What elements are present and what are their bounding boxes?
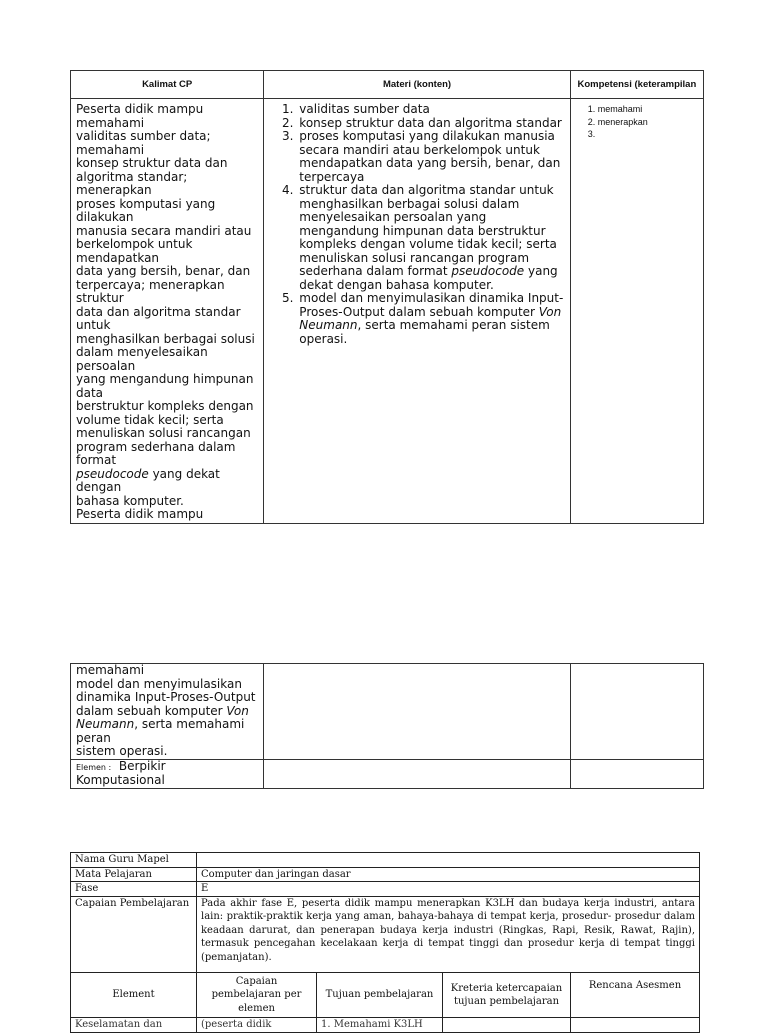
kalimat-cp-line: [76, 319, 258, 333]
kalimat-cp-text: dilakukan: [76, 210, 134, 224]
materi-text: konsep struktur data dan algoritma standar: [299, 115, 562, 130]
kalimat-cp-text: model dan menyimulasikan: [76, 676, 242, 691]
kalimat-cp-line: [76, 130, 258, 144]
materi-item: [297, 117, 564, 131]
materi-item: [297, 130, 564, 184]
kalimat-cp-line: [76, 103, 258, 117]
kalimat-cp-line: [76, 481, 258, 495]
header-tujuan: Tujuan pembelajaran: [317, 973, 443, 1018]
kalimat-cp-text: terpercaya; menerapkan: [76, 277, 225, 292]
kalimat-cp-line: [76, 198, 258, 212]
kalimat-cp-line: [76, 705, 258, 719]
kalimat-cp-text: memahami: [76, 115, 145, 130]
elemen-value-line2: Komputasional: [76, 773, 165, 787]
kalimat-cp-line: [76, 346, 258, 360]
kalimat-cp-line: [76, 468, 258, 482]
cp-table: [70, 70, 704, 524]
elemen-label: Elemen :: [76, 762, 112, 772]
header-materi: Materi (konten): [264, 71, 570, 99]
cp-table-continued: [70, 663, 704, 789]
kalimat-cp-line: [76, 333, 258, 347]
materi-text: , serta memahami peran sistem operasi.: [299, 318, 550, 346]
cp-paragraph: Pada akhir fase E, peserta didik mampu menerapkan K3LH dan budaya kerja industri, antara lain: praktik-praktik kerja yang aman, bahaya-bahaya di tempat kerja, prosedur- prosedur dalam keadaan darurat, dan penerapan budaya kerja industri (Ringkas, Rapi, Resik, Rawat, Rajin), termasuk pencegahan kecelakaan kerja di tempat tinggi dan prosedur kerja di tempat tinggi (pemanjatan).: [197, 896, 700, 973]
kalimat-cp-text: yang dekat: [148, 466, 220, 481]
materi-text: yang dekat dengan bahasa komputer.: [299, 264, 558, 292]
kalimat-cp-line: [76, 400, 258, 414]
kalimat-cp-text: Peserta didik mampu: [76, 102, 204, 116]
empty-cell: [264, 759, 570, 788]
kalimat-cp-line: [76, 508, 258, 522]
materi-item: [297, 184, 564, 292]
header-kompetensi: Kompetensi (keterampilan: [570, 71, 703, 99]
elemen-cell: [71, 759, 264, 788]
kalimat-cp-line: [76, 238, 258, 252]
info-row-mapel: [71, 867, 700, 882]
kalimat-cp-text: menuliskan solusi rancangan: [76, 426, 251, 440]
kalimat-cp-line: [76, 306, 258, 320]
kalimat-cp-line: [76, 144, 258, 158]
kalimat-cp-line: [76, 184, 258, 198]
materi-text: Von Neumann: [299, 304, 562, 332]
info-label: Nama Guru Mapel: [71, 853, 197, 868]
info-label: Mata Pelajaran: [71, 867, 197, 882]
kalimat-cp-text: dengan: [76, 480, 122, 494]
kalimat-cp-text: Neumann: [76, 717, 135, 731]
cp-table-row: [71, 99, 704, 524]
teacher-info-table: [70, 852, 700, 1033]
kalimat-cp-line: [76, 265, 258, 279]
empty-cell: [570, 664, 703, 760]
kalimat-cp-line: [76, 495, 258, 509]
kalimat-cp-text: volume tidak kecil; serta: [76, 412, 224, 427]
kalimat-cp-text: data yang bersih, benar, dan: [76, 264, 251, 278]
kalimat-cp-line: [76, 454, 258, 468]
kompetensi-list: [576, 103, 698, 141]
kalimat-cp-line: [76, 745, 258, 759]
materi-cell: [264, 99, 570, 524]
materi-text: model dan menyimulasikan dinamika Input-Proses-Output dalam sebuah komputer: [299, 291, 564, 319]
partial-row: [71, 1018, 700, 1033]
empty-cell: [264, 664, 570, 760]
kalimat-cp-text: yang mengandung himpunan: [76, 372, 254, 386]
kalimat-cp-text: struktur: [76, 291, 124, 305]
kalimat-cp-text: memahami: [76, 142, 145, 157]
kalimat-cp-text: dinamika Input-Proses-Output: [76, 690, 256, 704]
info-label: Capaian Pembelajaran: [71, 896, 197, 973]
kalimat-cp-text: menerapkan: [76, 183, 152, 197]
kalimat-cp-line: [76, 678, 258, 692]
kalimat-cp-text: algoritma standar;: [76, 169, 188, 184]
kalimat-cp-line: [76, 117, 258, 131]
kalimat-cp-text: dalam menyelesaikan: [76, 345, 208, 359]
partial-cell: [443, 1018, 571, 1033]
kalimat-cp-line: [76, 691, 258, 705]
partial-cell: Keselamatan dan: [71, 1018, 197, 1033]
header-rencana-asesmen: Rencana Asesmen: [571, 973, 700, 1018]
kalimat-cp-text: bahasa komputer.: [76, 493, 184, 508]
kompetensi-item: 1. memahami: [598, 103, 698, 116]
cp-table-header-row: [71, 71, 704, 99]
info-row-guru: [71, 853, 700, 868]
kalimat-cp-text: untuk: [76, 318, 111, 332]
info-row-cp: [71, 896, 700, 973]
kalimat-cp-line: [76, 292, 258, 306]
info-label: Fase: [71, 882, 197, 897]
kalimat-cp-cell: [71, 99, 264, 524]
kalimat-cp-line: [76, 252, 258, 266]
partial-cell: (peserta didik: [197, 1018, 317, 1033]
kalimat-cp-line: [76, 718, 258, 732]
info-value: [197, 853, 700, 868]
kalimat-cp-text: dalam sebuah komputer: [76, 703, 227, 718]
kalimat-cp-text: data: [76, 385, 104, 400]
kalimat-cp-line: [76, 373, 258, 387]
partial-cell: [571, 1018, 700, 1033]
kalimat-cp-text: persoalan: [76, 358, 136, 373]
kalimat-cp-text: berstruktur kompleks dengan: [76, 399, 254, 413]
info-value: E: [197, 882, 700, 897]
header-element: Element: [71, 973, 197, 1018]
materi-text: proses komputasi yang dilakukan manusia secara mandiri atau berkelompok untuk mendapatkan data yang bersih, benar, dan terpercaya: [299, 129, 561, 184]
kalimat-cp-line: [76, 441, 258, 455]
elemen-header-row: [71, 973, 700, 1018]
kalimat-cp-text: Peserta didik mampu: [76, 507, 204, 521]
continued-row: [71, 664, 704, 760]
kompetensi-item: 2. menerapkan: [598, 116, 698, 129]
kalimat-cp-text: data dan algoritma standar: [76, 304, 241, 319]
kalimat-cp-line: [76, 211, 258, 225]
kalimat-cp-text: mendapatkan: [76, 250, 160, 265]
materi-text: pseudocode: [451, 264, 525, 278]
elemen-row: [71, 759, 704, 788]
info-value: Computer dan jaringan dasar: [197, 867, 700, 882]
materi-item: [297, 292, 564, 346]
elemen-value: Berpikir: [118, 758, 166, 773]
kalimat-cp-continued-cell: [71, 664, 264, 760]
kalimat-cp-line: [76, 279, 258, 293]
kalimat-cp-line: [76, 225, 258, 239]
kalimat-cp-line: [76, 732, 258, 746]
empty-cell: [570, 759, 703, 788]
header-capaian-per-elemen: Capaian pembelajaran per elemen: [197, 973, 317, 1018]
kalimat-cp-text: konsep struktur data dan: [76, 156, 228, 170]
kalimat-cp-text: pseudocode: [76, 466, 149, 481]
materi-text: struktur data dan algoritma standar untuk menghasilkan berbagai solusi dalam menyelesaikan persoalan yang mengandung himpunan data berstruktur kompleks dengan volume tidak kecil; serta menuliskan solusi rancangan program sederhana dalam format: [299, 183, 557, 278]
kompetensi-item: [598, 128, 698, 141]
kalimat-cp-line: [76, 387, 258, 401]
header-kalimat-cp: Kalimat CP: [71, 71, 264, 99]
kalimat-cp-line: [76, 360, 258, 374]
kalimat-cp-line: [76, 427, 258, 441]
info-row-fase: [71, 882, 700, 897]
kalimat-cp-line: [76, 414, 258, 428]
kalimat-cp-text: Von: [226, 703, 249, 718]
kalimat-cp-line: [76, 664, 258, 678]
kalimat-cp-text: memahami: [76, 663, 145, 677]
kalimat-cp-text: peran: [76, 730, 111, 745]
kalimat-cp-text: proses komputasi yang: [76, 196, 216, 211]
materi-list: [269, 103, 564, 346]
kompetensi-cell: [570, 99, 703, 524]
kalimat-cp-text: format: [76, 453, 117, 467]
kalimat-cp-text: sistem operasi.: [76, 744, 168, 758]
kalimat-cp-text: menghasilkan berbagai solusi: [76, 331, 255, 346]
partial-cell: 1. Memahami K3LH: [317, 1018, 443, 1033]
header-kreteria: Kreteria ketercapaian tujuan pembelajaran: [443, 973, 571, 1018]
kalimat-cp-text: validitas sumber data;: [76, 129, 211, 143]
kalimat-cp-text: , serta memahami: [134, 717, 245, 731]
kalimat-cp-line: [76, 171, 258, 185]
kalimat-cp-text: berkelompok untuk: [76, 237, 193, 251]
materi-text: validitas sumber data: [299, 102, 430, 116]
materi-item: [297, 103, 564, 117]
kalimat-cp-text: manusia secara mandiri atau: [76, 223, 252, 238]
kalimat-cp-line: [76, 157, 258, 171]
kalimat-cp-text: program sederhana dalam: [76, 439, 236, 454]
